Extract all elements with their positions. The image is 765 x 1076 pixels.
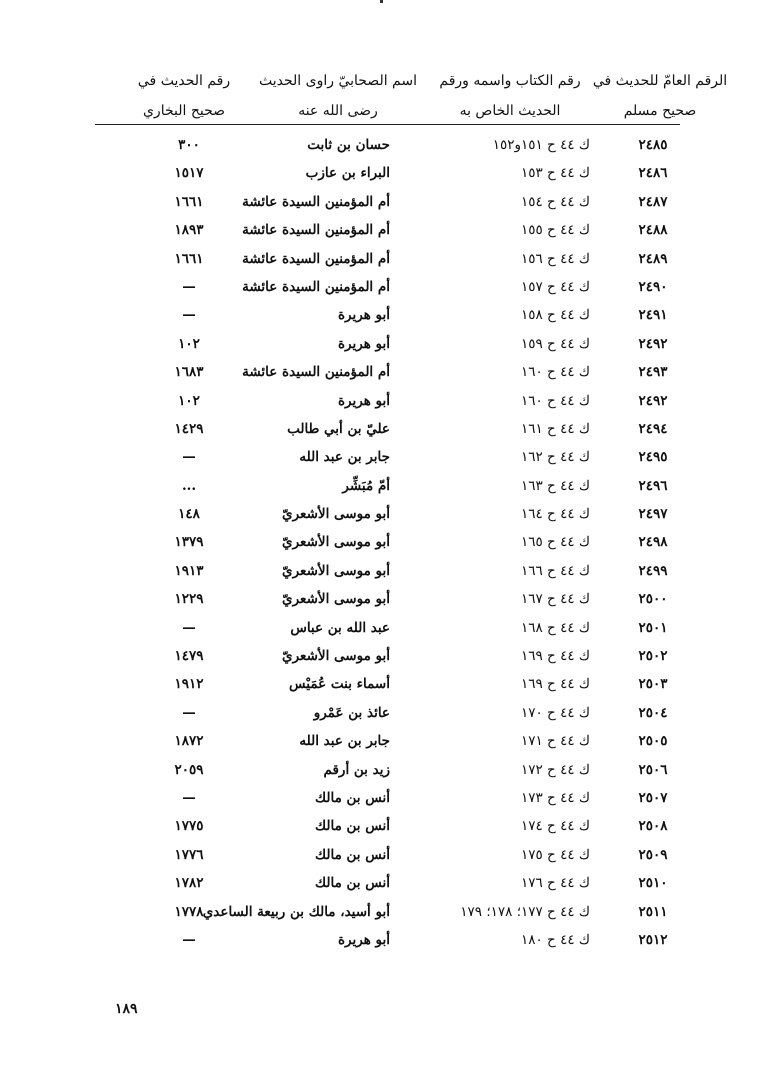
table-row [0, 784, 765, 812]
general-number-cell: ٢٤٩٥ [638, 449, 668, 466]
narrator-cell: أسماء بنت عُمَيْس [289, 676, 390, 693]
general-number-cell: ٢٤٩٩ [638, 562, 668, 579]
bukhari-number-cell: ١٧٧٥ [174, 818, 204, 835]
bukhari-number-cell: ١٨٧٢ [174, 733, 204, 750]
bukhari-number-cell: ١٦٨٣ [174, 364, 204, 381]
bukhari-number-cell: ١٧٧٦ [174, 846, 204, 863]
book-ref-cell: ك ٤٤ ح ١٦٥ [521, 534, 590, 551]
table-row [0, 273, 765, 301]
narrator-cell: أبو موسى الأشعريّ [282, 562, 390, 579]
general-number-cell: ٢٤٩٢ [638, 392, 668, 409]
narrator-cell: عليّ بن أبي طالب [287, 420, 390, 437]
table-row [0, 472, 765, 500]
narrator-cell: أنس بن مالك [315, 789, 390, 806]
book-ref-cell: ك ٤٤ ح ١٥١و١٥٢ [492, 137, 590, 153]
narrator-cell: أبو هريرة [337, 392, 390, 409]
general-number-cell: ٢٤٨٧ [638, 193, 668, 210]
narrator-cell: أم المؤمنين السيدة عائشة [242, 278, 390, 295]
table-row [0, 812, 765, 840]
narrator-cell: أبو أسيد، مالك بن ربيعة الساعدي [202, 903, 390, 920]
general-number-cell: ٢٤٨٦ [638, 165, 668, 182]
narrator-cell: أبو موسى الأشعريّ [282, 506, 390, 523]
general-number-cell: ٢٥٠٩ [638, 846, 668, 863]
bukhari-number-cell: ١٤٨ [178, 506, 200, 523]
general-number-cell: ٢٥١٠ [638, 875, 668, 892]
table-row [0, 301, 765, 329]
bukhari-number-cell: — [182, 789, 196, 806]
book-ref-cell: ك ٤٤ ح ١٧١ [521, 733, 590, 750]
narrator-cell: أبو موسى الأشعريّ [282, 648, 390, 665]
general-number-cell: ٢٥٠٠ [638, 591, 668, 608]
table-row [0, 869, 765, 897]
book-ref-cell: ك ٤٤ ح ١٦٤ [521, 506, 590, 523]
book-ref-cell: ك ٤٤ ح ١٥٨ [521, 307, 590, 324]
general-number-cell: ٢٤٩٧ [638, 506, 668, 523]
book-ref-cell: ك ٤٤ ح ١٦٩ [521, 676, 590, 693]
scan-mark [380, 0, 383, 3]
book-ref-cell: ك ٤٤ ح ١٦٣ [521, 477, 590, 494]
general-number-cell: ٢٥٠٧ [638, 789, 668, 806]
bukhari-number-cell: ٢٠٥٩ [174, 761, 204, 778]
table-body [0, 131, 765, 954]
bukhari-number-cell: — [182, 931, 196, 948]
table-row [0, 727, 765, 755]
book-ref-cell: ك ٤٤ ح ١٧٦ [521, 875, 590, 892]
general-number-cell: ٢٥٠٦ [638, 761, 668, 778]
bukhari-number-cell: ١٥١٧ [174, 165, 204, 182]
general-number-cell: ٢٤٩٣ [638, 364, 668, 381]
bukhari-number-cell: ١٢٢٩ [174, 591, 204, 608]
narrator-cell: أبو موسى الأشعريّ [282, 591, 390, 608]
book-ref-cell: ك ٤٤ ح ١٧٧؛ ١٧٨؛ ١٧٩ [460, 903, 590, 920]
general-number-cell: ٢٤٩٦ [638, 477, 668, 494]
table-row [0, 699, 765, 727]
general-number-cell: ٢٥١١ [638, 903, 668, 920]
bukhari-number-cell: — [182, 307, 196, 324]
table-row [0, 159, 765, 187]
book-ref-cell: ك ٤٤ ح ١٥٦ [521, 250, 590, 267]
general-number-cell: ٢٥١٢ [638, 931, 668, 948]
table-row [0, 926, 765, 954]
book-ref-cell: ك ٤٤ ح ١٥٤ [521, 193, 590, 210]
bukhari-number-cell: ١٨٩٣ [174, 222, 204, 239]
bukhari-number-cell: ١٧٨٢ [174, 875, 204, 892]
narrator-cell: عائذ بن عَمْرو [313, 704, 390, 721]
table-row [0, 756, 765, 784]
narrator-cell: أبو هريرة [337, 931, 390, 948]
book-ref-cell: ك ٤٤ ح ١٦٩ [521, 648, 590, 665]
book-ref-cell: ك ٤٤ ح ١٦٠ [521, 364, 590, 381]
header-general-number: الرقم العامّ للحديث في صحيح مسلم [592, 73, 728, 119]
table-row [0, 841, 765, 869]
general-number-cell: ٢٥٠٥ [638, 733, 668, 750]
book-ref-cell: ك ٤٤ ح ١٦٦ [521, 562, 590, 579]
bukhari-number-cell: ١٦٦١ [174, 250, 204, 267]
narrator-cell: أنس بن مالك [315, 818, 390, 835]
bukhari-number-cell: — [182, 704, 196, 721]
bukhari-number-cell: ٣٠٠ [178, 137, 200, 153]
book-ref-cell: ك ٤٤ ح ١٦٨ [521, 619, 590, 636]
narrator-cell: حسان بن ثابت [307, 137, 390, 153]
general-number-cell: ٢٤٩٢ [638, 335, 668, 352]
narrator-cell: أمّ مُبَشِّر [342, 477, 390, 494]
header-divider [95, 124, 680, 125]
page-number: ١٨٩ [115, 1001, 138, 1017]
bukhari-number-cell: — [182, 449, 196, 466]
bukhari-number-cell: ١٩١٢ [174, 676, 204, 693]
general-number-cell: ٢٤٩٤ [638, 420, 668, 437]
table-row [0, 642, 765, 670]
narrator-cell: أم المؤمنين السيدة عائشة [242, 250, 390, 267]
general-number-cell: ٢٥٠١ [638, 619, 668, 636]
table-row [0, 500, 765, 528]
bukhari-number-cell: — [182, 278, 196, 295]
header-narrator: اسم الصحابيّ راوى الحديث رضى الله عنه [258, 73, 417, 119]
table-row [0, 898, 765, 926]
bukhari-number-cell: ... [181, 477, 197, 494]
book-ref-cell: ك ٤٤ ح ١٧٢ [521, 761, 590, 778]
book-ref-cell: ك ٤٤ ح ١٥٣ [521, 165, 590, 182]
general-number-cell: ٢٥٠٣ [638, 676, 668, 693]
book-ref-cell: ك ٤٤ ح ١٧٣ [521, 789, 590, 806]
table-row [0, 216, 765, 244]
table-row [0, 415, 765, 443]
narrator-cell: زيد بن أرقم [323, 761, 390, 778]
narrator-cell: عبد الله بن عباس [290, 619, 390, 636]
narrator-cell: أم المؤمنين السيدة عائشة [242, 193, 390, 210]
bukhari-number-cell: ١٤٢٩ [174, 420, 204, 437]
bukhari-number-cell: ١٣٧٩ [174, 534, 204, 551]
narrator-cell: أم المؤمنين السيدة عائشة [242, 364, 390, 381]
table-row [0, 358, 765, 386]
table-row [0, 443, 765, 471]
book-ref-cell: ك ٤٤ ح ١٥٥ [521, 222, 590, 239]
table-row [0, 528, 765, 556]
book-ref-cell: ك ٤٤ ح ١٦٠ [521, 392, 590, 409]
narrator-cell: أبو موسى الأشعريّ [282, 534, 390, 551]
general-number-cell: ٢٥٠٨ [638, 818, 668, 835]
narrator-cell: أم المؤمنين السيدة عائشة [242, 222, 390, 239]
narrator-cell: جابر بن عبد الله [299, 449, 390, 466]
book-ref-cell: ك ٤٤ ح ١٨٠ [521, 931, 590, 948]
narrator-cell: أبو هريرة [337, 335, 390, 352]
general-number-cell: ٢٤٩٨ [638, 534, 668, 551]
table-row [0, 245, 765, 273]
table-row [0, 330, 765, 358]
general-number-cell: ٢٤٩١ [638, 307, 668, 324]
general-number-cell: ٢٤٨٨ [638, 222, 668, 239]
table-row [0, 188, 765, 216]
narrator-cell: أنس بن مالك [315, 846, 390, 863]
table-row [0, 585, 765, 613]
table-row [0, 670, 765, 698]
general-number-cell: ٢٤٩٠ [638, 278, 668, 295]
table-row [0, 131, 765, 159]
book-ref-cell: ك ٤٤ ح ١٥٧ [521, 278, 590, 295]
header-bukhari: رقم الحديث في صحيح البخاري [137, 73, 231, 119]
book-ref-cell: ك ٤٤ ح ١٧٠ [521, 704, 590, 721]
table-row [0, 387, 765, 415]
bukhari-number-cell: ١٤٧٩ [174, 648, 204, 665]
book-ref-cell: ك ٤٤ ح ١٧٥ [521, 846, 590, 863]
book-ref-cell: ك ٤٤ ح ١٥٩ [521, 335, 590, 352]
bukhari-number-cell: ١٧٧٨ [174, 903, 204, 920]
book-ref-cell: ك ٤٤ ح ١٧٤ [521, 818, 590, 835]
general-number-cell: ٢٥٠٢ [638, 648, 668, 665]
general-number-cell: ٢٤٨٥ [638, 137, 668, 153]
book-ref-cell: ك ٤٤ ح ١٦٧ [521, 591, 590, 608]
bukhari-number-cell: ١٠٢ [178, 335, 200, 352]
narrator-cell: جابر بن عبد الله [299, 733, 390, 750]
header-book-ref: رقم الكتاب واسمه ورقم الحديث الخاص به [439, 73, 581, 119]
general-number-cell: ٢٤٨٩ [638, 250, 668, 267]
narrator-cell: أبو هريرة [337, 307, 390, 324]
bukhari-number-cell: ١٦٦١ [174, 193, 204, 210]
table-row [0, 557, 765, 585]
narrator-cell: البراء بن عازب [305, 165, 390, 182]
book-ref-cell: ك ٤٤ ح ١٦١ [521, 420, 590, 437]
bukhari-number-cell: — [182, 619, 196, 636]
narrator-cell: أنس بن مالك [315, 875, 390, 892]
bukhari-number-cell: ١٩١٣ [174, 562, 204, 579]
general-number-cell: ٢٥٠٤ [638, 704, 668, 721]
table-row [0, 614, 765, 642]
book-ref-cell: ك ٤٤ ح ١٦٢ [521, 449, 590, 466]
bukhari-number-cell: ١٠٢ [178, 392, 200, 409]
